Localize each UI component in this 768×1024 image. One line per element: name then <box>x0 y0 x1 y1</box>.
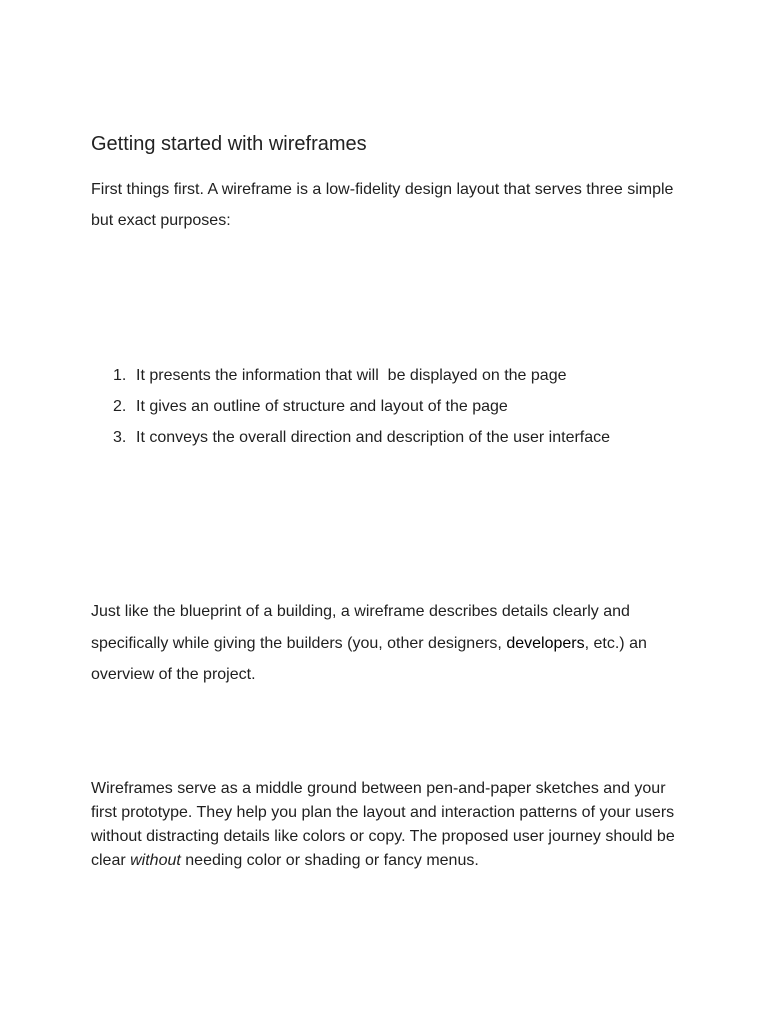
list-item <box>91 362 711 393</box>
page-title: Getting started with wireframes <box>91 133 367 155</box>
wireframes-paragraph <box>91 777 691 873</box>
wireframes-text-end: needing color or shading or fancy menus. <box>180 852 479 869</box>
list-item-number: 1. <box>113 367 127 384</box>
intro-paragraph: First things first. A wireframe is a low-fidelity design layout that serves three simple but exact purposes: <box>91 181 674 229</box>
blueprint-paragraph <box>91 596 691 691</box>
list-item <box>91 393 711 424</box>
list-item-number: 3. <box>113 429 127 446</box>
list-item-number: 2. <box>113 398 127 415</box>
list-item-text: It gives an outline of structure and layout of the page <box>136 398 508 415</box>
purposes-list <box>91 362 711 455</box>
developers-link[interactable]: developers <box>506 634 585 652</box>
list-item-text: It conveys the overall direction and description of the user interface <box>136 429 611 446</box>
emphasis-text: without <box>130 852 181 869</box>
list-item-text: It presents the information that will be displayed on the page <box>136 367 567 384</box>
blueprint-text-end: , etc.) an overview of the project. <box>91 634 647 683</box>
list-item <box>91 424 711 455</box>
blueprint-text-start: Just like the blueprint of a building, a wireframe describes details clearly and specifically while giving the builders (you, other designers, <box>91 603 630 652</box>
wireframes-text-start: Wireframes serve as a middle ground between pen-and-paper sketches and your first prototype. They help you plan the layout and interaction patterns of your users without distracting details like colors or copy. The proposed user journey should be clear <box>91 780 675 869</box>
